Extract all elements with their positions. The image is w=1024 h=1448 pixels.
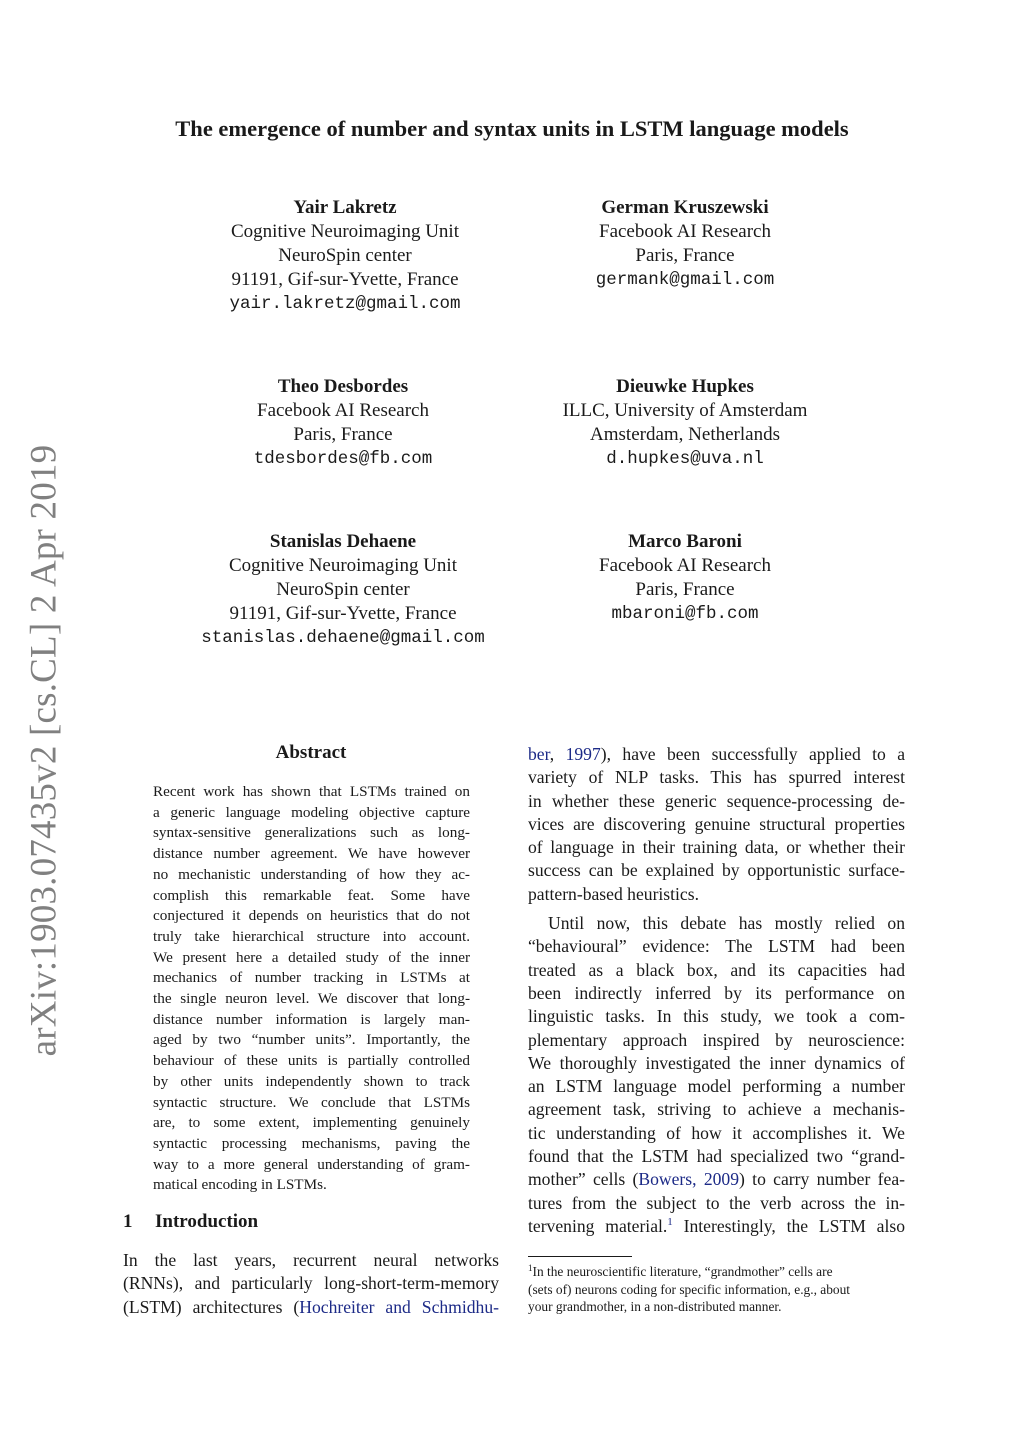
citation-link[interactable]: Bowers, 2009 (638, 1169, 740, 1190)
paper-title: The emergence of number and syntax units in LSTM language models (175, 116, 849, 141)
body-line (123, 1296, 499, 1319)
author-block-2 (505, 196, 865, 292)
body-line: pattern-based heuristics. (528, 883, 699, 904)
body-text: tervening material. (528, 1215, 668, 1236)
author-name: Stanislas Dehaene (269, 531, 417, 552)
author-name: Theo Desbordes (277, 376, 409, 397)
abstract-line: truly take hierarchical structure into account. (153, 927, 470, 945)
footnote-rule (528, 1256, 632, 1257)
citation-link[interactable]: Hochreiter and Schmidhu- (299, 1296, 499, 1317)
abstract-line: We present here a detailed study of the inner (153, 948, 470, 966)
author-name: German Kruszewski (601, 197, 769, 218)
arxiv-stamp (14, 444, 74, 1056)
abstract-line: matical encoding in LSTMs. (153, 1176, 327, 1194)
body-text: , (549, 744, 566, 764)
body-text: ), have been successfully applied to a (600, 744, 906, 764)
abstract-body (153, 782, 470, 1196)
author-block-6 (505, 530, 865, 626)
author-affiliation: Paris, France (635, 245, 735, 266)
author-affiliation: Cognitive Neuroimaging Unit (229, 555, 457, 576)
body-line: In the last years, recurrent neural networks (123, 1250, 499, 1270)
author-affiliation: Paris, France (293, 424, 393, 445)
section-heading (123, 1211, 258, 1233)
abstract-line: aged by two “number units”. Importantly, the (153, 1031, 470, 1049)
abstract-line: syntactic structure. We conclude that LSTMs (153, 1093, 470, 1111)
abstract-line: Recent work has shown that LSTMs trained on (153, 783, 470, 800)
author-name: Dieuwke Hupkes (616, 376, 754, 397)
body-line: success can be explained by opportunistic surface- (528, 860, 905, 881)
author-affiliation: Facebook AI Research (599, 221, 771, 242)
body-line: found that the LSTM had specialized two “grand- (528, 1146, 905, 1167)
intro-right-column (528, 743, 905, 1238)
author-block-1 (165, 196, 525, 316)
body-line: been indirectly inferred by its performance on (528, 982, 905, 1003)
body-line (528, 743, 905, 766)
body-line: an LSTM language model performing a number (528, 1076, 905, 1097)
author-email: stanislas.dehaene@gmail.com (201, 628, 485, 648)
body-line: (RNNs), and particularly long-short-term-memory (123, 1273, 499, 1294)
body-line: vices are discovering genuine structural properties (528, 813, 905, 834)
abstract-line: a generic language modeling objective capture (153, 803, 470, 821)
footnote-line: (sets of) neurons coding for specific information, e.g., about (528, 1281, 851, 1297)
body-line: tic understanding of how it accomplishes it. We (528, 1122, 905, 1143)
author-email: d.hupkes@uva.nl (606, 449, 764, 469)
section-title: Introduction (155, 1211, 259, 1232)
footnote-marker[interactable]: 1 (667, 1215, 673, 1228)
author-affiliation: Amsterdam, Netherlands (590, 424, 780, 445)
body-line: tures from the subject to the verb across the in- (528, 1192, 905, 1213)
author-email: yair.lakretz@gmail.com (229, 294, 461, 314)
author-email: germank@gmail.com (595, 270, 775, 290)
author-email: tdesbordes@fb.com (253, 449, 433, 469)
abstract-line: mechanics of number tracking in LSTMs at (153, 969, 470, 987)
body-line: of language in their training data, or whether their (528, 837, 905, 858)
body-text: Interestingly, the LSTM also (672, 1215, 906, 1236)
abstract-line: distance number agreement. We have however (153, 845, 470, 863)
intro-left-column (123, 1249, 499, 1319)
author-name: Yair Lakretz (293, 197, 397, 218)
body-text: mother” cells ( (528, 1169, 639, 1190)
body-text: (LSTM) architectures ( (123, 1296, 300, 1317)
author-affiliation: Paris, France (635, 579, 735, 600)
footnote-number: 1 (528, 1263, 533, 1273)
paragraph (528, 912, 905, 1238)
citation-link[interactable]: ber (528, 744, 550, 764)
author-affiliation: NeuroSpin center (276, 579, 410, 600)
author-block-4 (505, 375, 865, 471)
body-line (528, 1168, 905, 1191)
author-affiliation: ILLC, University of Amsterdam (562, 400, 808, 421)
author-affiliation: 91191, Gif-sur-Yvette, France (231, 269, 459, 290)
abstract-line: distance number information is largely man- (153, 1010, 470, 1028)
abstract-line: way to a more general understanding of gram- (153, 1155, 470, 1173)
body-line: agreement task, striving to achieve a mechanis- (528, 1099, 905, 1120)
footnote (528, 1263, 906, 1316)
body-line (528, 1215, 905, 1238)
abstract-line: conjectured it depends on heuristics that do not (153, 907, 470, 925)
author-block-5 (163, 530, 523, 650)
abstract-line: syntactic processing mechanisms, paving the (153, 1134, 470, 1152)
abstract-line: complish this remarkable feat. Some have (153, 886, 470, 904)
body-text: ) to carry number fea- (739, 1169, 905, 1190)
body-line: Until now, this debate has mostly relied on (548, 913, 905, 934)
body-line: variety of NLP tasks. This has spurred interest (528, 767, 905, 788)
body-line: “behavioural” evidence: The LSTM had been (528, 936, 905, 957)
author-email: mbaroni@fb.com (611, 604, 759, 624)
section-number: 1 (123, 1211, 133, 1232)
author-block-3 (163, 375, 523, 471)
body-line: plementary approach inspired by neuroscience: (528, 1029, 905, 1050)
author-name: Marco Baroni (628, 531, 742, 552)
abstract-line: the single neuron level. We discover that long- (153, 990, 470, 1008)
body-line: in whether these generic sequence-processing de- (528, 790, 905, 811)
abstract-line: no mechanistic understanding of how they ac- (153, 865, 470, 883)
abstract-heading: Abstract (275, 742, 347, 763)
citation-year-link[interactable]: 1997 (565, 744, 601, 764)
abstract-line: by other units independently shown to track (153, 1072, 470, 1090)
arxiv-identifier: arXiv:1903.07435v2 [cs.CL] 2 Apr 2019 (23, 444, 65, 1056)
author-affiliation: Facebook AI Research (257, 400, 429, 421)
footnote-line: your grandmother, in a non-distributed manner. (528, 1299, 782, 1314)
author-affiliation: Facebook AI Research (599, 555, 771, 576)
author-affiliation: NeuroSpin center (278, 245, 412, 266)
abstract-line: syntax-sensitive generalizations such as long- (153, 824, 470, 842)
body-line: We thoroughly investigated the inner dynamics of (528, 1052, 905, 1073)
body-line: treated as a black box, and its capacities had (528, 959, 905, 980)
author-affiliation: Cognitive Neuroimaging Unit (231, 221, 459, 242)
author-affiliation: 91191, Gif-sur-Yvette, France (229, 603, 457, 624)
footnote-text: In the neuroscientific literature, “grandmother” cells are (532, 1264, 833, 1279)
body-line: linguistic tasks. In this study, we took a com- (528, 1006, 905, 1027)
abstract-line: behaviour of these units is partially controlled (153, 1052, 470, 1070)
footnote-line (528, 1263, 906, 1281)
abstract-line: are, to some extent, implementing genuinely (153, 1114, 470, 1132)
